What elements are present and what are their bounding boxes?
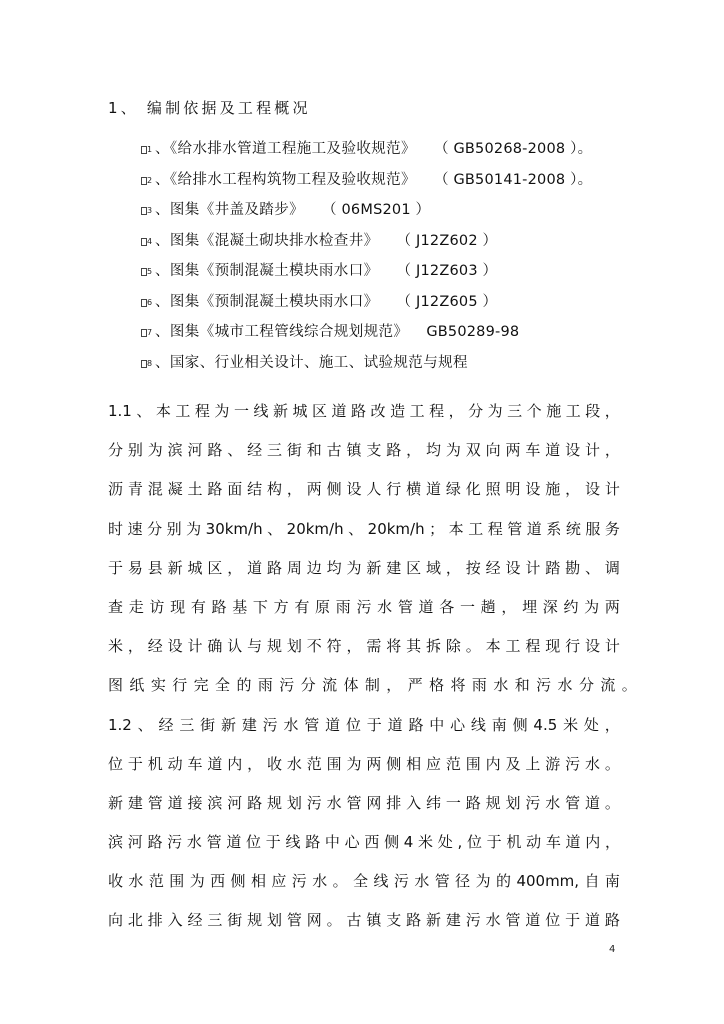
reference-code: （ 06MS201 ） [322,202,431,219]
page-number: 4 [609,944,616,955]
body-paragraph [108,392,637,941]
reference-code: （ GB50268-2008 ）。 [433,141,593,158]
reference-code: （ J12Z602 ） [396,232,498,249]
reference-item [141,256,681,287]
reference-title: 、《给排水工程构筑物工程及验收规范》 [155,171,416,188]
reference-item [141,195,681,226]
paragraph-line: 向 北 排 入 经 三 街 规 划 管 网 。 古 镇 支 路 新 建 污 水 管 道 位 于 道 路 [108,911,620,930]
list-bullet-icon [141,177,153,186]
paragraph-line: 于 易 县 新 城 区 ， 道 路 周 边 均 为 新 建 区 域 ， 按 经 设 计 踏 勘 、 调 [108,558,620,577]
reference-code: （ GB50141-2008 ）。 [433,171,593,188]
list-bullet-icon [141,268,153,277]
reference-title: 、图集《预制混凝土模块雨水口》 [155,263,379,280]
reference-code: （ J12Z605 ） [396,293,498,310]
reference-title: 、图集《预制混凝土模块雨水口》 [155,293,379,310]
reference-item [141,348,681,379]
reference-item [141,134,681,165]
reference-number: 7 [147,328,153,337]
paragraph-line: 收 水 范 围 为 西 侧 相 应 污 水 。 全 线 污 水 管 径 为 的 400mm, 自 南 [108,872,620,891]
reference-title: 、图集《井盖及踏步》 [155,202,304,219]
paragraph-line: 1.1 、 本 工 程 为 一 线 新 城 区 道 路 改 造 工 程 ， 分 为 三 个 施 工 段 ， [108,402,620,420]
reference-number: 6 [147,297,153,307]
paragraph-line: 查 走 访 现 有 路 基 下 方 有 原 雨 污 水 管 道 各 一 趟 ， 埋 深 约 为 两 [108,597,620,616]
reference-code: GB50289-98 [426,324,520,341]
reference-number: 8 [147,358,153,368]
reference-title: 、国家、行业相关设计、施工、试验规范与规程 [155,354,468,371]
paragraph-line: 分 别 为 滨 河 路 、 经 三 街 和 古 镇 支 路 ， 均 为 双 向 两 车 道 设 计 ， [108,441,620,460]
paragraph-line: 位 于 机 动 车 道 内 ， 收 水 范 围 为 两 侧 相 应 范 围 内 及 上 游 污 水 。 [108,754,620,773]
reference-title: 、《给水排水管道工程施工及验收规范》 [155,141,416,158]
reference-item [141,287,681,318]
paragraph-line: 1.2 、 经 三 街 新 建 污 水 管 道 位 于 道 路 中 心 线 南 侧 4.5 米 处 ， [108,715,620,734]
paragraph-line: 沥 青 混 凝 土 路 面 结 构 ， 两 侧 设 人 行 横 道 绿 化 照 明 设 施 ， 设 计 [108,480,620,499]
list-bullet-icon [141,207,153,216]
reference-number: 2 [147,175,153,185]
reference-number: 1 [147,145,153,154]
reference-number: 3 [147,206,153,215]
reference-item [141,317,681,348]
list-bullet-icon [141,299,153,308]
section-heading: 1、 编制依据及工程概况 [108,99,311,117]
paragraph-line: 米 ， 经 设 计 确 认 与 规 划 不 符 ， 需 将 其 拆 除 。 本 工 程 现 行 设 计 [108,637,620,656]
reference-title: 、图集《城市工程管线综合规划规范》 [155,324,409,341]
paragraph-line: 图 纸 实 行 完 全 的 雨 污 分 流 体 制 ， 严 格 将 雨 水 和 污 水 分 流 。 [108,676,637,695]
paragraph-line: 新 建 管 道 接 滨 河 路 规 划 污 水 管 网 排 入 纬 一 路 规 划 污 水 管 道 。 [108,793,620,812]
reference-code: （ J12Z603 ） [396,263,498,280]
reference-item [141,226,681,257]
list-bullet-icon [141,360,153,369]
paragraph-line: 滨 河 路 污 水 管 道 位 于 线 路 中 心 西 侧 4 米 处 , 位 于 机 动 车 道 内 ， [108,833,620,852]
paragraph-line: 时 速 分 别 为 30km/h 、 20km/h 、 20km/h ； 本 工 程 管 道 系 统 服 务 [108,519,620,538]
reference-title: 、图集《混凝土砌块排水检查井》 [155,232,379,249]
reference-number: 4 [147,236,153,246]
list-bullet-icon [141,146,153,155]
list-bullet-icon [141,238,153,247]
list-bullet-icon [141,329,153,338]
reference-list [141,134,681,378]
reference-item [141,165,681,196]
reference-number: 5 [147,267,153,276]
